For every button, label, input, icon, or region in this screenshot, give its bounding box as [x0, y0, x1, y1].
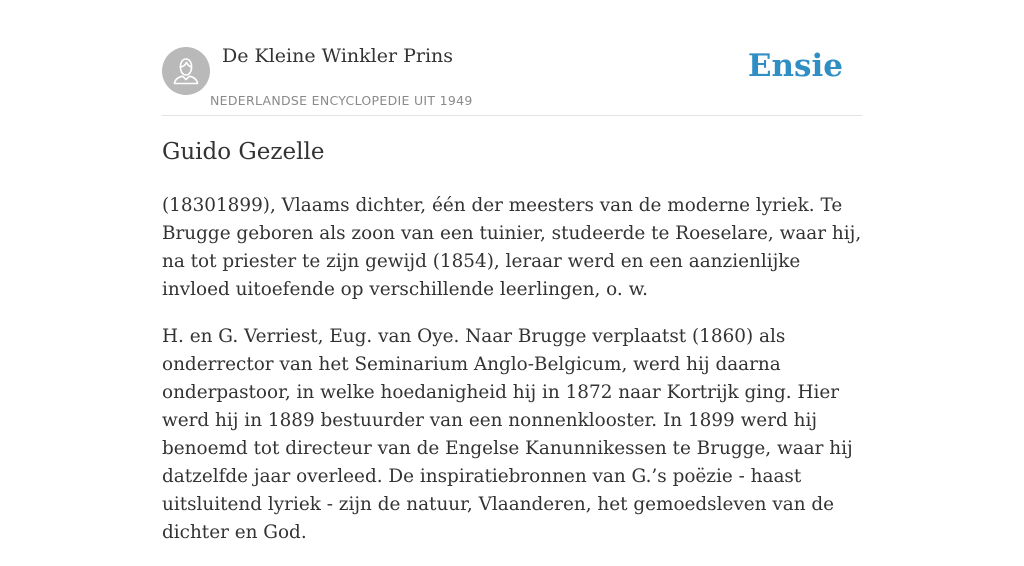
article-paragraph-1: (18301899), Vlaams dichter, één der meesters van de moderne lyriek. Te Brugge geboren als zoon van een tuinier, studeerde te Roeselare, waar hij, na tot priester te zijn gewijd (1854), leraar werd en een aanzienlijke invloed uitoefende op verschillende leerlingen, o. w. — [162, 195, 862, 300]
source-name[interactable]: De Kleine Winkler Prins — [222, 45, 454, 67]
article-title: Guido Gezelle — [162, 139, 325, 165]
article-container — [162, 0, 862, 543]
source-header — [162, 0, 862, 116]
ensie-logo-link[interactable]: Ensie — [747, 48, 843, 84]
source-subtitle: NEDERLANDSE ENCYCLOPEDIE UIT 1949 — [210, 93, 473, 108]
article-body — [162, 192, 862, 566]
article-paragraph-2: H. en G. Verriest, Eug. van Oye. Naar Brugge verplaatst (1860) als onderrector van het Seminarium Anglo-Belgicum, werd hij daarna onderpastoor, in welke hoedanigheid hij in 1872 naar Kortrijk ging. Hier werd hij in 1889 bestuurder van een nonnenklooster. In 1899 werd hij benoemd tot directeur van de Engelse Kanunnikessen te Brugge, waar hij datzelfde jaar overleed. De inspiratiebronnen van G.’s poëzie - haast uitsluitend lyriek - zijn de natuur, Vlaanderen, het gemoedsleven van de dichter en God. — [162, 326, 853, 543]
user-placeholder-icon[interactable] — [162, 47, 210, 95]
